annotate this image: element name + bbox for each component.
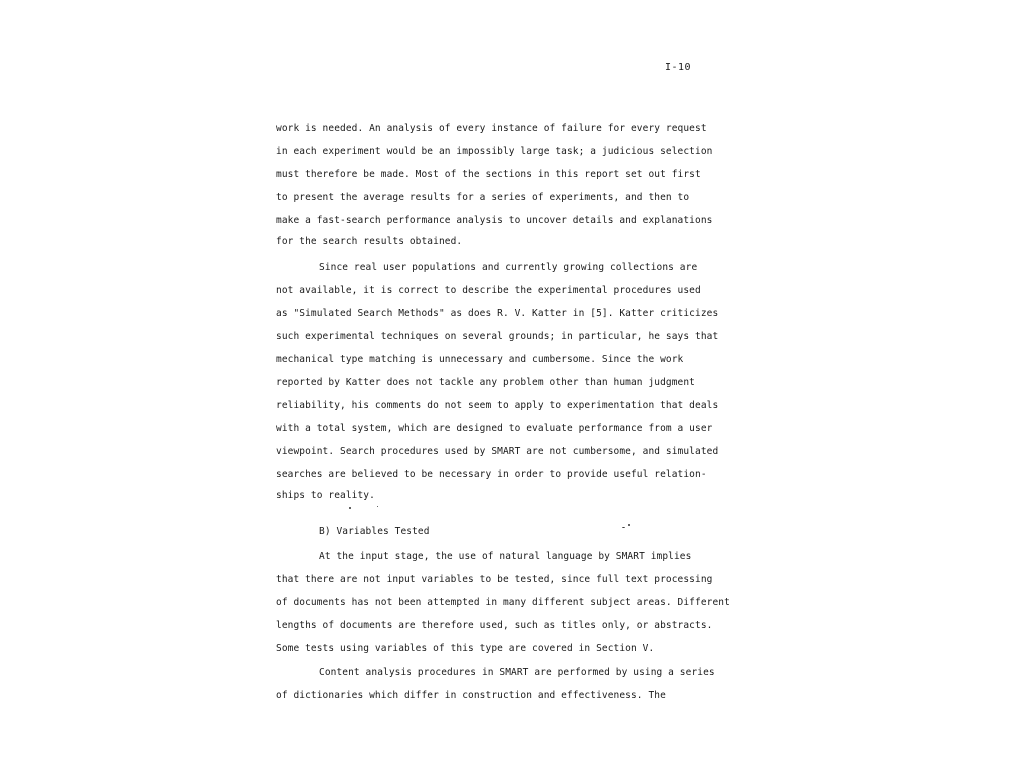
paragraph-2-line: reported by Katter does not tackle any problem other than human judgment <box>276 377 696 388</box>
paragraph-2-line: reliability, his comments do not seem to apply to experimentation that deals <box>276 400 719 411</box>
paragraph-2-line: with a total system, which are designed to evaluate performance from a user <box>276 423 713 434</box>
paragraph-2-line: not available, it is correct to describe the experimental procedures used <box>276 285 701 296</box>
paragraph-2-line: searches are believed to be necessary in order to provide useful relation- <box>276 469 707 480</box>
paragraph-2-line: such experimental techniques on several grounds; in particular, he says that <box>276 331 719 342</box>
paragraph-2-line: viewpoint. Search procedures used by SMART are not cumbersome, and simulated <box>276 446 719 457</box>
paragraph-1-line: must therefore be made. Most of the sections in this report set out first <box>276 169 701 180</box>
scan-speck <box>628 524 630 526</box>
paragraph-1-line: make a fast-search performance analysis to uncover details and explanations <box>276 215 713 226</box>
paragraph-4-line: of dictionaries which differ in construction and effectiveness. The <box>276 690 666 701</box>
paragraph-2-line: mechanical type matching is unnecessary and cumbersome. Since the work <box>276 354 684 365</box>
paragraph-3-line: lengths of documents are therefore used, such as titles only, or abstracts. <box>276 620 713 631</box>
paragraph-4-line: Content analysis procedures in SMART are performed by using a series <box>319 667 715 678</box>
section-heading: B) Variables Tested <box>319 526 430 537</box>
paragraph-2-line: ships to reality. <box>276 490 375 501</box>
page-number: I-10 <box>665 62 692 73</box>
paragraph-2-line: as "Simulated Search Methods" as does R. V. Katter in [5]. Katter criticizes <box>276 308 719 319</box>
paragraph-1-line: to present the average results for a series of experiments, and then to <box>276 192 690 203</box>
scan-speck <box>622 527 625 528</box>
paragraph-3-line: of documents has not been attempted in many different subject areas. Different <box>276 597 730 608</box>
paragraph-3-line: At the input stage, the use of natural language by SMART implies <box>319 551 692 562</box>
paragraph-1-line: work is needed. An analysis of every instance of failure for every request <box>276 123 707 134</box>
paragraph-3-line: that there are not input variables to be tested, since full text processing <box>276 574 713 585</box>
scan-speck <box>349 507 351 509</box>
paragraph-3-line: Some tests using variables of this type are covered in Section V. <box>276 643 655 654</box>
scan-speck <box>377 506 378 507</box>
paragraph-1-line: in each experiment would be an impossibly large task; a judicious selection <box>276 146 713 157</box>
paragraph-1-line: for the search results obtained. <box>276 236 463 247</box>
paragraph-2-line: Since real user populations and currently growing collections are <box>319 262 698 273</box>
